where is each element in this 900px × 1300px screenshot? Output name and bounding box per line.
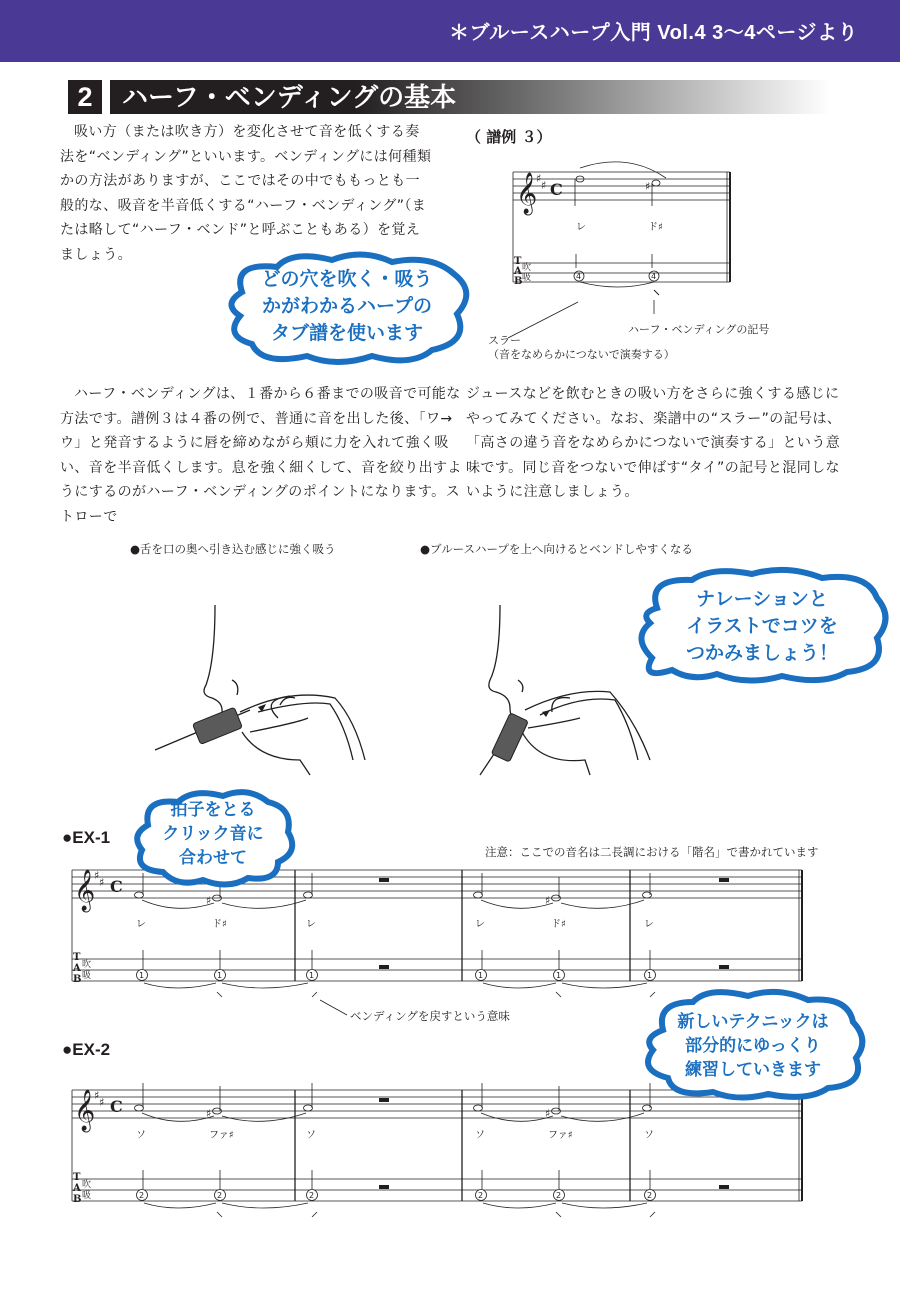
svg-text:𝄞: 𝄞 [74, 1090, 96, 1131]
svg-text:吹: 吹 [82, 960, 92, 970]
svg-text:C: C [550, 180, 563, 199]
svg-text:♯: ♯ [99, 1096, 105, 1109]
svg-text:B: B [73, 1194, 82, 1205]
svg-text:レ: レ [136, 919, 146, 930]
bend-symbol-caption: ハーフ・ベンディングの記号 [628, 323, 770, 336]
svg-text:ソ: ソ [136, 1130, 146, 1141]
section-title: ハーフ・ベンディングの基本 [122, 82, 457, 112]
svg-text:1: 1 [309, 971, 315, 980]
svg-text:A: A [73, 1183, 81, 1194]
svg-text:吹: 吹 [82, 1180, 92, 1190]
svg-text:レ: レ [475, 919, 485, 930]
slur-paragraph: ジュースなどを飲むときの吸い方をさらに強くする感じにやってみてください。なお、楽譜中の“スラー”の記号は、「高さの違う音をなめらかにつないで演奏する」という意味です。同じ音をつないで伸ばす“タイ”の記号と混同しないように注意しましょう。 [466, 386, 842, 500]
svg-text:吸: 吸 [82, 971, 92, 981]
svg-text:4: 4 [576, 272, 582, 281]
svg-text:A: A [514, 266, 522, 277]
svg-text:ファ♯: ファ♯ [548, 1130, 573, 1141]
svg-text:1: 1 [556, 971, 562, 980]
svg-text:ソ: ソ [475, 1130, 485, 1141]
svg-text:B: B [73, 974, 82, 985]
svg-text:ファ♯: ファ♯ [209, 1130, 234, 1141]
svg-text:2: 2 [478, 1191, 484, 1200]
illustration-right-caption: ●ブルースハープを上へ向けるとベンドしやすくなる [420, 542, 693, 556]
return-bend-caption: ベンディングを戻すという意味 [350, 1009, 510, 1023]
svg-text:ド♯: ド♯ [551, 919, 566, 930]
svg-text:𝄞: 𝄞 [74, 870, 96, 911]
svg-text:吸: 吸 [522, 273, 532, 283]
narration-bubble-text: ナレーションと イラストでコツを つかみましょう！ [685, 588, 838, 664]
ex2-label: ●EX-2 [62, 1040, 111, 1059]
svg-text:レ: レ [306, 919, 316, 930]
svg-text:B: B [514, 276, 523, 287]
section-number: 2 [68, 80, 102, 114]
face-illustration-tongue [150, 600, 370, 780]
svg-text:2: 2 [647, 1191, 653, 1200]
svg-text:ソ: ソ [644, 1130, 654, 1141]
svg-text:C: C [110, 1097, 123, 1116]
svg-text:2: 2 [309, 1191, 315, 1200]
ex1-solfege-note: 注意：ここでの音名は二長調における「階名」で書かれています [485, 845, 819, 859]
illustration-left-caption: ●舌を口の奥へ引き込む感じに強く吸う [130, 542, 336, 556]
svg-text:1: 1 [139, 971, 145, 980]
svg-text:吹: 吹 [522, 263, 532, 273]
technique-paragraph: ハーフ・ベンディングは、１番から６番までの吸音で可能な方法です。譜例３は４番の例で、普通に音を出した後、「ワ→ウ」と発音するように唇を締めながら頬に力を入れて強く吸い、音を半音低くします。息を強く細くして、音を絞り出すようにするのがハーフ・ベンディングのポイントになります。ストローで [60, 386, 462, 525]
svg-text:♯: ♯ [99, 876, 105, 889]
tab-bubble-text: どの穴を吹く・吸う かがわかるハープの タブ譜を使います [261, 268, 433, 344]
svg-text:♯: ♯ [541, 179, 547, 192]
slur-caption-detail: （音をなめらかにつないで演奏する） [488, 348, 675, 361]
ex2-notation [72, 1080, 807, 1215]
svg-text:レ: レ [576, 222, 586, 233]
svg-text:T: T [514, 256, 522, 267]
figure3-label: （ 譜例 ３） [466, 128, 552, 146]
ex1-label: ●EX-1 [62, 828, 111, 847]
svg-text:♯: ♯ [545, 1107, 551, 1120]
slur-caption: スラー [488, 334, 521, 347]
svg-text:♯: ♯ [206, 1107, 212, 1120]
svg-text:4: 4 [651, 272, 657, 281]
svg-text:吸: 吸 [82, 1191, 92, 1201]
svg-text:ソ: ソ [306, 1130, 316, 1141]
svg-text:♯: ♯ [94, 1089, 100, 1102]
svg-text:1: 1 [217, 971, 223, 980]
svg-text:C: C [110, 877, 123, 896]
svg-text:2: 2 [217, 1191, 223, 1200]
svg-text:A: A [73, 963, 81, 974]
svg-text:1: 1 [478, 971, 484, 980]
click-bubble-text: 拍子をとる クリック音に 合わせて [162, 800, 264, 868]
svg-text:♯: ♯ [545, 894, 551, 907]
svg-text:2: 2 [139, 1191, 145, 1200]
svg-text:ド♯: ド♯ [212, 919, 227, 930]
technique-bubble-text: 新しいテクニックは 部分的にゆっくり 練習していきます [677, 1012, 829, 1080]
svg-text:T: T [73, 1172, 81, 1183]
figure3-notation [508, 160, 738, 300]
svg-text:ド♯: ド♯ [648, 222, 663, 233]
svg-text:♯: ♯ [645, 180, 651, 193]
svg-text:♯: ♯ [206, 894, 212, 907]
svg-text:𝄞: 𝄞 [516, 173, 538, 214]
intro-paragraph: 吸い方（または吹き方）を変化させて音を低くする奏法を“ベンディング”といいます。ベンディングには何種類かの方法がありますが、ここではその中でももっとも一般的な、吸音を半音低くする“ハーフ・ベンディング”（または略して“ハーフ・ベンド”と呼ぶこともある）を覚えましょう。 [60, 124, 432, 263]
svg-text:T: T [73, 952, 81, 963]
svg-text:♯: ♯ [536, 172, 542, 185]
svg-text:1: 1 [647, 971, 653, 980]
svg-text:♯: ♯ [94, 869, 100, 882]
source-note: ＊ブルースハープ入門 Vol.4 3〜4ページより [449, 22, 858, 44]
svg-text:レ: レ [644, 919, 654, 930]
svg-text:2: 2 [556, 1191, 562, 1200]
